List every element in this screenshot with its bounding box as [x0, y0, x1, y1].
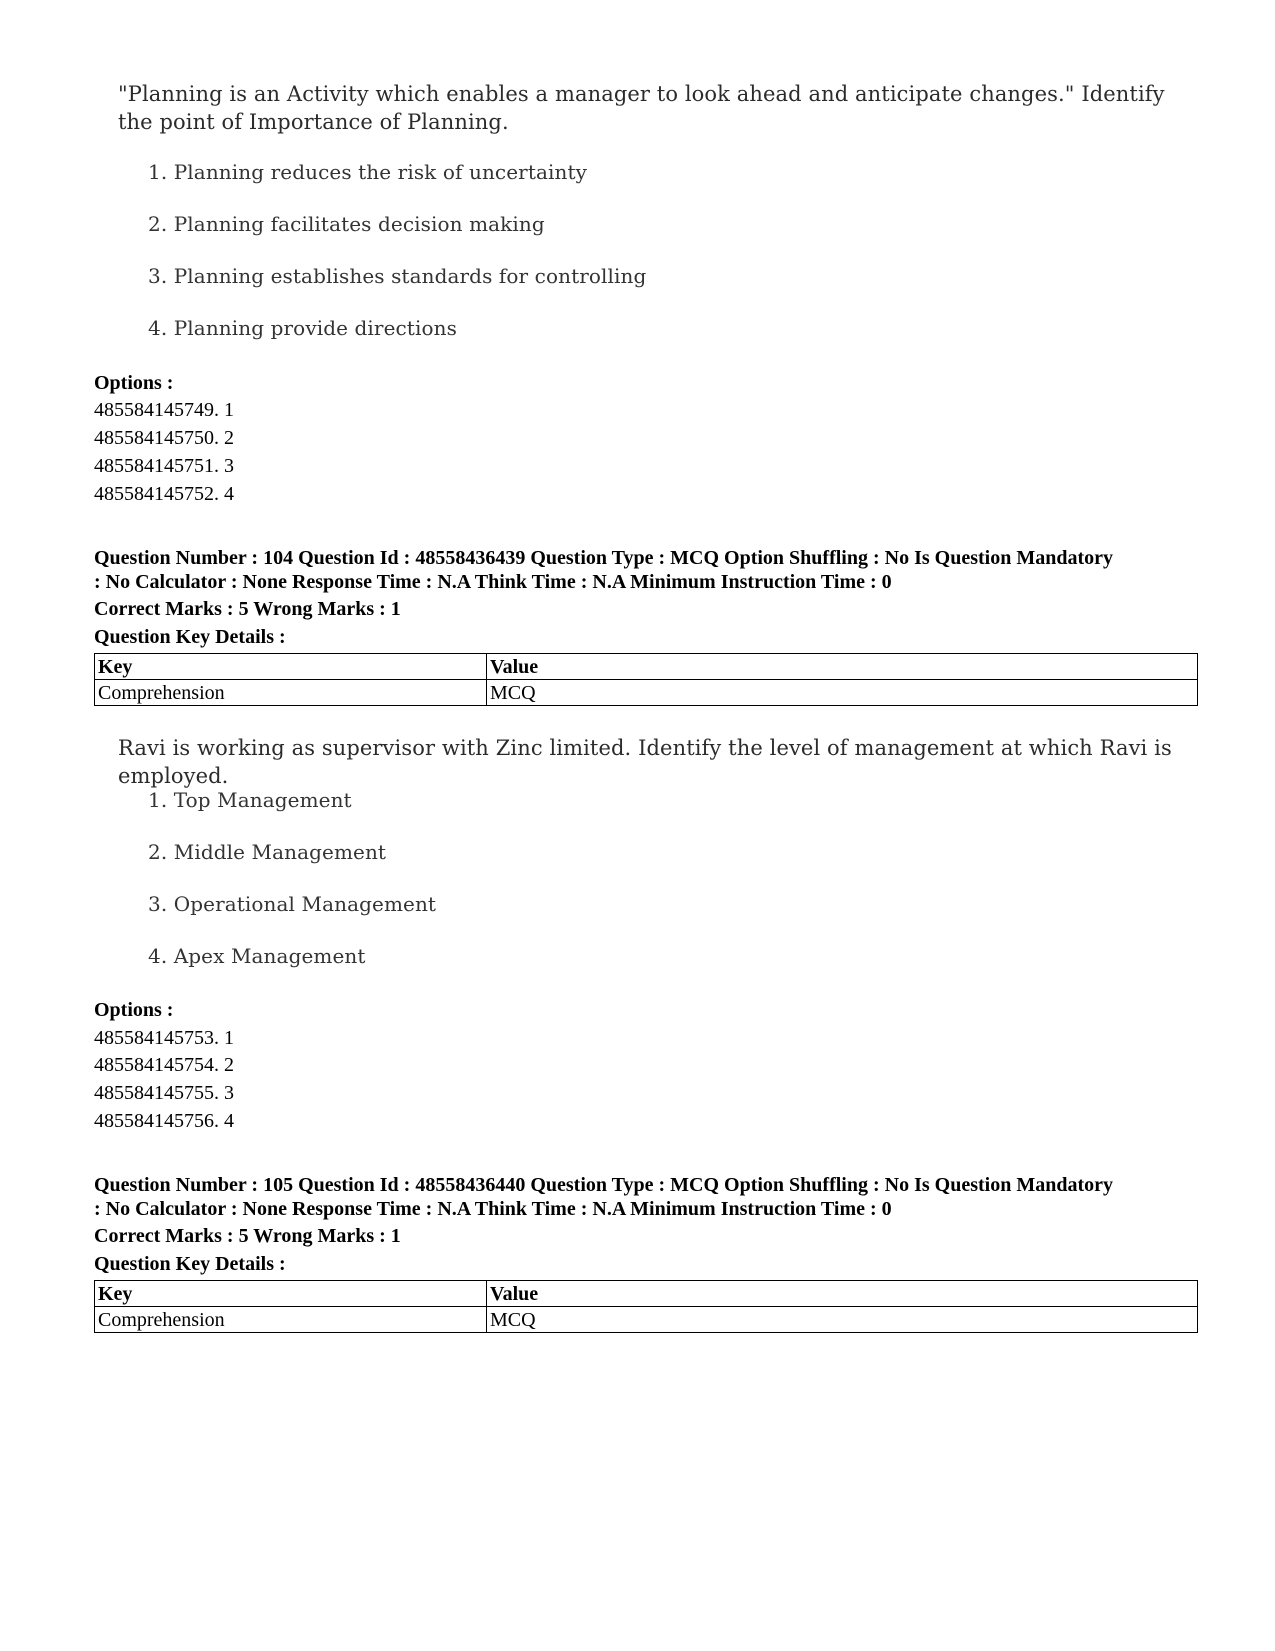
- choice-item: 3. Operational Management: [148, 892, 437, 916]
- choice-item: 1. Planning reduces the risk of uncertainty: [148, 160, 587, 184]
- table-cell-value: MCQ: [487, 1307, 1198, 1333]
- table-row: [95, 1307, 1198, 1333]
- choice-item: 2. Planning facilitates decision making: [148, 212, 545, 236]
- choice-item: 4. Planning provide directions: [148, 316, 457, 340]
- option-item: 485584145751. 3: [94, 455, 234, 477]
- question-stem: Ravi is working as supervisor with Zinc limited. Identify the level of management at which Ravi is employed.: [118, 736, 1172, 788]
- key-details-table: [94, 653, 1198, 706]
- choice-item: 1. Top Management: [148, 788, 352, 812]
- table-header-row: [95, 1281, 1198, 1307]
- table-header-key: Key: [95, 1281, 487, 1307]
- question-stem: "Planning is an Activity which enables a manager to look ahead and anticipate changes." Identify the point of Importance of Planning.: [118, 82, 1165, 134]
- table-header-row: [95, 654, 1198, 680]
- choice-item: 4. Apex Management: [148, 944, 366, 968]
- options-label: Options :: [94, 372, 174, 394]
- table-cell-value: MCQ: [487, 680, 1198, 706]
- question-meta-line: : No Calculator : None Response Time : N.A Think Time : N.A Minimum Instruction Time : 0: [94, 571, 892, 593]
- table-cell-key: Comprehension: [95, 1307, 487, 1333]
- choice-item: 2. Middle Management: [148, 840, 387, 864]
- question-meta-line: Question Number : 104 Question Id : 48558436439 Question Type : MCQ Option Shuffling : No Is Question Mandatory: [94, 547, 1113, 569]
- marks-line: Correct Marks : 5 Wrong Marks : 1: [94, 598, 401, 620]
- question-meta: [94, 546, 1194, 594]
- key-details-label: Question Key Details :: [94, 626, 286, 648]
- option-item: 485584145752. 4: [94, 483, 234, 505]
- table-header-value: Value: [487, 654, 1198, 680]
- table-header-value: Value: [487, 1281, 1198, 1307]
- option-item: 485584145755. 3: [94, 1082, 234, 1104]
- question-image-management: [118, 734, 1178, 974]
- choice-item: 3. Planning establishes standards for controlling: [148, 264, 647, 288]
- option-item: 485584145753. 1: [94, 1027, 234, 1049]
- key-details-table: [94, 1280, 1198, 1333]
- key-details-label: Question Key Details :: [94, 1253, 286, 1275]
- option-item: 485584145749. 1: [94, 399, 234, 421]
- question-meta-line: : No Calculator : None Response Time : N.A Think Time : N.A Minimum Instruction Time : 0: [94, 1198, 892, 1220]
- question-meta-line: Question Number : 105 Question Id : 48558436440 Question Type : MCQ Option Shuffling : No Is Question Mandatory: [94, 1174, 1113, 1196]
- table-row: [95, 680, 1198, 706]
- option-item: 485584145754. 2: [94, 1054, 234, 1076]
- option-item: 485584145750. 2: [94, 427, 234, 449]
- question-image-planning: [118, 80, 1178, 350]
- question-meta: [94, 1173, 1194, 1221]
- table-cell-key: Comprehension: [95, 680, 487, 706]
- options-label: Options :: [94, 999, 174, 1021]
- table-header-key: Key: [95, 654, 487, 680]
- option-item: 485584145756. 4: [94, 1110, 234, 1132]
- marks-line: Correct Marks : 5 Wrong Marks : 1: [94, 1225, 401, 1247]
